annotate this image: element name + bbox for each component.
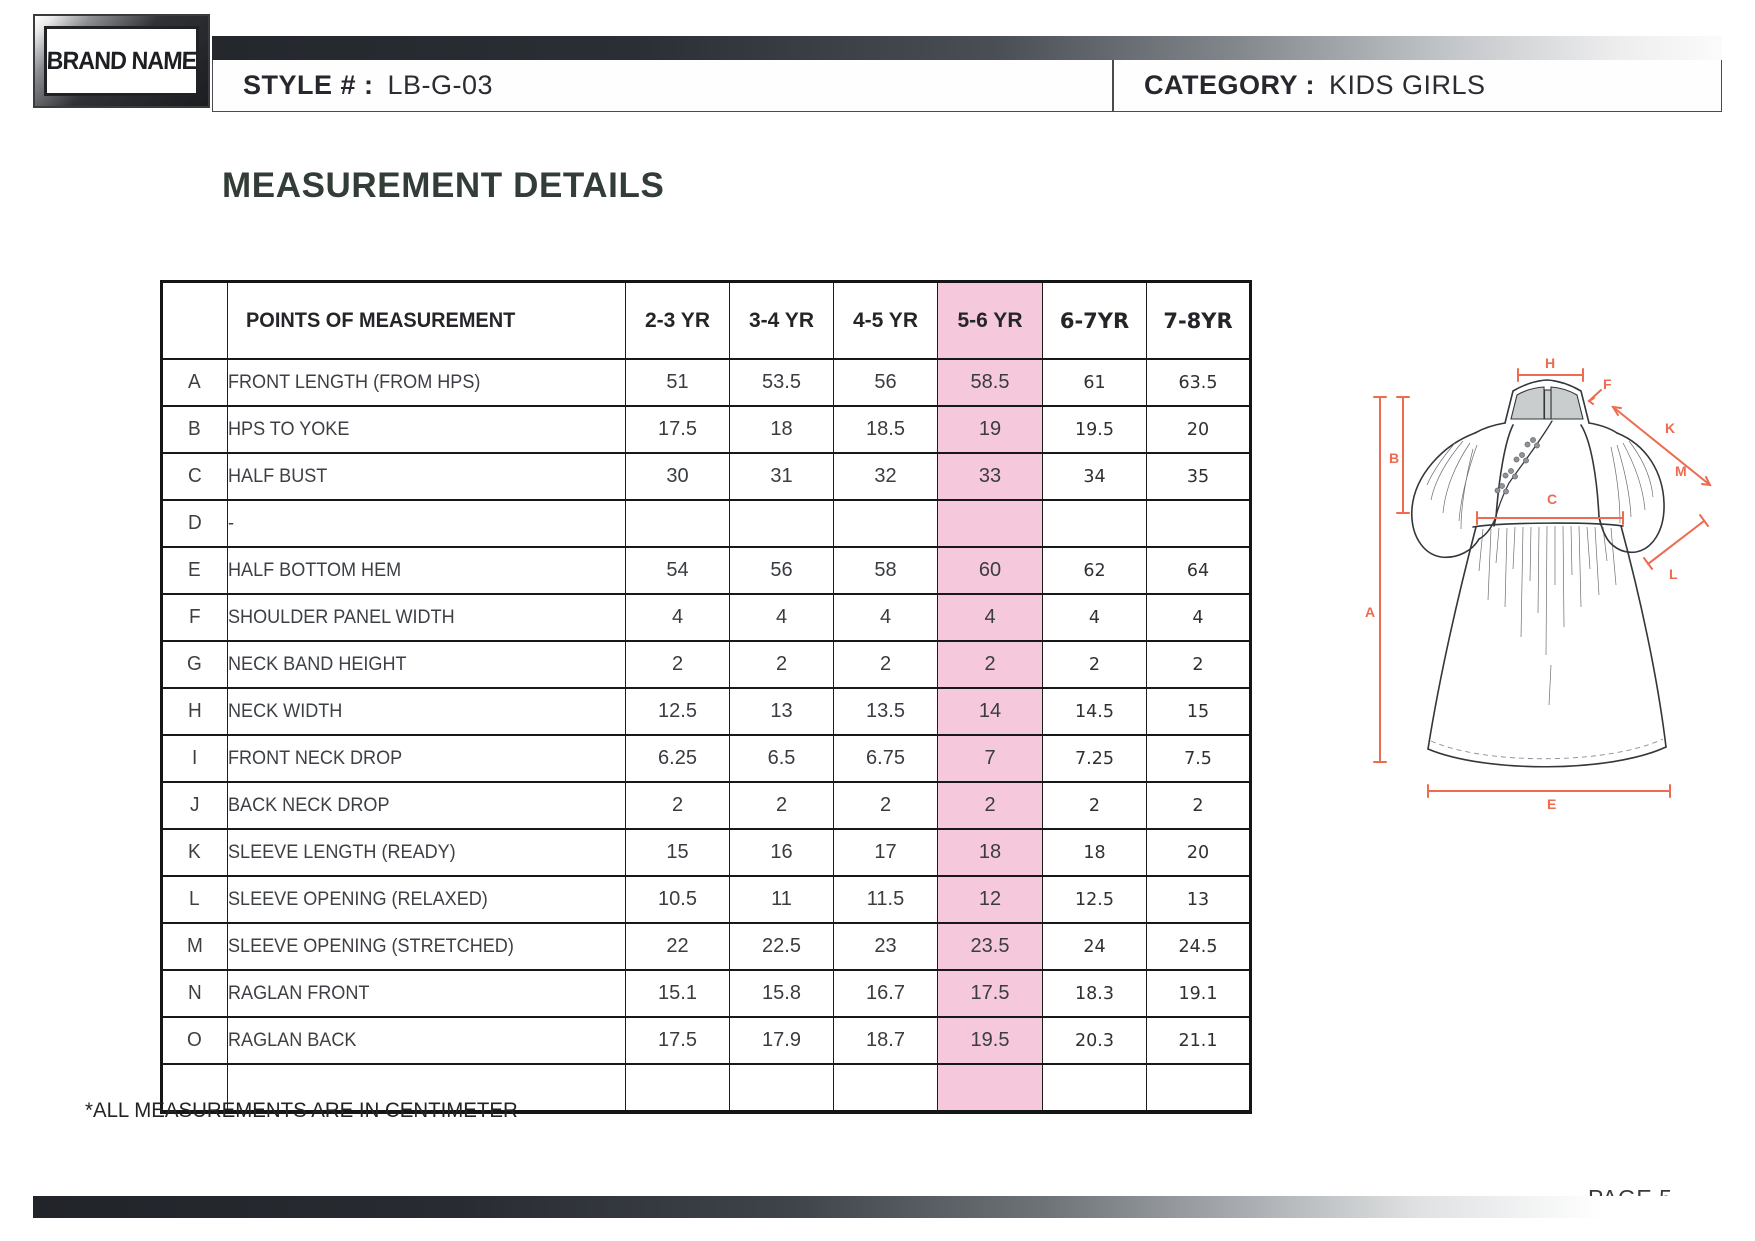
measurement-value-cell: 7.5: [1147, 735, 1251, 782]
measurement-value-cell: 15.8: [730, 970, 834, 1017]
dim-label-K: K: [1665, 420, 1676, 436]
measurement-value-cell: 18: [938, 829, 1043, 876]
measurement-value-cell: 35: [1147, 453, 1251, 500]
table-row: [162, 547, 1251, 594]
measurement-value-cell: 15.1: [626, 970, 730, 1017]
measurement-value-cell: 32: [834, 453, 938, 500]
measurement-value-cell: [1147, 1064, 1251, 1112]
style-label: STYLE # :: [243, 70, 374, 100]
measurement-value-cell: 2: [730, 782, 834, 829]
raglan-seam-right: [1581, 425, 1599, 517]
measurement-name-cell: -: [228, 500, 626, 547]
measurement-value-cell: 58.5: [938, 359, 1043, 406]
measurement-value-cell: 17.5: [938, 970, 1043, 1017]
puff-sleeve-right: [1605, 433, 1664, 552]
corner-cell: [162, 282, 228, 360]
measurement-value-cell: [1043, 1064, 1147, 1112]
units-footnote: *ALL MEASUREMENTS ARE IN CENTIMETER: [85, 1098, 518, 1122]
measurement-value-cell: 18: [730, 406, 834, 453]
row-letter-cell: F: [162, 594, 228, 641]
measurement-name-cell: SHOULDER PANEL WIDTH: [228, 594, 626, 641]
measurement-name-cell: RAGLAN BACK: [228, 1017, 626, 1064]
row-letter-cell: I: [162, 735, 228, 782]
measurement-value-cell: 24.5: [1147, 923, 1251, 970]
row-letter-cell: D: [162, 500, 228, 547]
measurement-value-cell: 2: [1043, 782, 1147, 829]
points-of-measurement-header: POINTS OF MEASUREMENT: [228, 282, 626, 360]
size-header-4-5yr: 4-5 YR: [834, 282, 938, 360]
measurement-value-cell: 64: [1147, 547, 1251, 594]
dim-arrow-F: [1589, 398, 1594, 404]
measurement-name-cell: BACK NECK DROP: [228, 782, 626, 829]
footer-gradient-bar: [33, 1196, 1722, 1218]
table-row: [162, 500, 1251, 547]
measurement-value-cell: 53.5: [730, 359, 834, 406]
measurement-value-cell: 23.5: [938, 923, 1043, 970]
measurement-name-cell: SLEEVE OPENING (RELAXED): [228, 876, 626, 923]
measurement-value-cell: 12.5: [626, 688, 730, 735]
measurement-value-cell: 6.75: [834, 735, 938, 782]
table-row: [162, 406, 1251, 453]
table-row: [162, 453, 1251, 500]
row-letter-cell: L: [162, 876, 228, 923]
measurement-value-cell: 2: [1043, 641, 1147, 688]
measurement-value-cell: 2: [834, 641, 938, 688]
table-row: [162, 970, 1251, 1017]
measurement-value-cell: 51: [626, 359, 730, 406]
measurement-value-cell: [1043, 500, 1147, 547]
style-value: LB-G-03: [387, 70, 494, 100]
measurement-value-cell: 18.3: [1043, 970, 1147, 1017]
measurement-value-cell: 16.7: [834, 970, 938, 1017]
measurement-name-cell: NECK BAND HEIGHT: [228, 641, 626, 688]
measurement-value-cell: 15: [1147, 688, 1251, 735]
measurement-value-cell: 34: [1043, 453, 1147, 500]
collar-center-tab: [1545, 390, 1552, 419]
row-letter-cell: O: [162, 1017, 228, 1064]
measurement-value-cell: 24: [1043, 923, 1147, 970]
measurement-value-cell: 17.9: [730, 1017, 834, 1064]
measurement-name-cell: NECK WIDTH: [228, 688, 626, 735]
measurement-value-cell: 2: [1147, 641, 1251, 688]
measurement-value-cell: 2: [938, 782, 1043, 829]
sleeve-gathers-left: [1427, 441, 1477, 529]
measurement-value-cell: 58: [834, 547, 938, 594]
measurement-value-cell: 18.5: [834, 406, 938, 453]
measurement-value-cell: 2: [938, 641, 1043, 688]
table-row: [162, 594, 1251, 641]
measurement-value-cell: 20: [1147, 406, 1251, 453]
measurement-value-cell: 31: [730, 453, 834, 500]
row-letter-cell: A: [162, 359, 228, 406]
measurement-value-cell: 22.5: [730, 923, 834, 970]
category-value: KIDS GIRLS: [1329, 70, 1486, 100]
brand-name-text: BRAND NAME: [46, 46, 197, 75]
row-letter-cell: N: [162, 970, 228, 1017]
hem-stitch-line: [1431, 739, 1663, 759]
measurement-value-cell: [626, 1064, 730, 1112]
puff-sleeve-left: [1412, 433, 1479, 557]
dress-technical-sketch: [1355, 345, 1755, 825]
measurement-value-cell: 61: [1043, 359, 1147, 406]
measurement-name-cell: FRONT LENGTH (FROM HPS): [228, 359, 626, 406]
measurement-value-cell: 13: [730, 688, 834, 735]
row-letter-cell: H: [162, 688, 228, 735]
measurement-value-cell: [730, 500, 834, 547]
dim-line-K: [1613, 407, 1710, 485]
collar-inside-left: [1511, 387, 1544, 419]
measurement-value-cell: 2: [1147, 782, 1251, 829]
measurement-value-cell: 4: [834, 594, 938, 641]
table-row: [162, 359, 1251, 406]
measurement-value-cell: 56: [834, 359, 938, 406]
measurement-value-cell: 19.5: [1043, 406, 1147, 453]
measurement-name-cell: SLEEVE LENGTH (READY): [228, 829, 626, 876]
measurement-value-cell: 7: [938, 735, 1043, 782]
measurement-value-cell: 30: [626, 453, 730, 500]
measurement-value-cell: 2: [626, 782, 730, 829]
dim-label-E: E: [1547, 796, 1557, 812]
measurement-name-cell: SLEEVE OPENING (STRETCHED): [228, 923, 626, 970]
table-row: [162, 923, 1251, 970]
size-header-2-3yr: 2-3 YR: [626, 282, 730, 360]
table-row: [162, 1017, 1251, 1064]
measurement-value-cell: 21.1: [1147, 1017, 1251, 1064]
measurement-value-cell: 2: [730, 641, 834, 688]
measurement-value-cell: 20.3: [1043, 1017, 1147, 1064]
measurement-value-cell: 12: [938, 876, 1043, 923]
measurement-value-cell: [626, 500, 730, 547]
underarm-right: [1599, 517, 1605, 535]
size-header-6-7yr: 6-7YR: [1043, 282, 1147, 360]
table-header-row: [162, 282, 1251, 360]
measurement-name-cell: HPS TO YOKE: [228, 406, 626, 453]
measurement-value-cell: 18.7: [834, 1017, 938, 1064]
dim-label-A: A: [1365, 604, 1376, 620]
table-row: [162, 641, 1251, 688]
measurement-table-body: [162, 359, 1251, 1112]
measurement-value-cell: 7.25: [1043, 735, 1147, 782]
measurement-value-cell: 13.5: [834, 688, 938, 735]
page-title: MEASUREMENT DETAILS: [222, 166, 665, 205]
table-row: [162, 829, 1251, 876]
underarm-left: [1479, 517, 1496, 539]
dim-label-L: L: [1669, 566, 1678, 582]
measurement-value-cell: 2: [834, 782, 938, 829]
shoulder-panel-right: [1589, 423, 1617, 433]
measurement-value-cell: 22: [626, 923, 730, 970]
measurement-name-cell: FRONT NECK DROP: [228, 735, 626, 782]
measurement-value-cell: 11: [730, 876, 834, 923]
dim-line-L: [1648, 521, 1704, 564]
measurement-value-cell: [938, 1064, 1043, 1112]
row-letter-cell: E: [162, 547, 228, 594]
size-header-5-6yr-highlighted: 5-6 YR: [938, 282, 1043, 360]
dim-label-C: C: [1547, 491, 1558, 507]
measurement-value-cell: 4: [1043, 594, 1147, 641]
measurement-value-cell: 4: [938, 594, 1043, 641]
measurement-value-cell: 13: [1147, 876, 1251, 923]
shoulder-panel-left: [1475, 423, 1505, 433]
measurement-value-cell: 23: [834, 923, 938, 970]
measurement-value-cell: [834, 500, 938, 547]
measurement-value-cell: [938, 500, 1043, 547]
measurement-value-cell: 62: [1043, 547, 1147, 594]
skirt-right-edge: [1621, 526, 1666, 747]
row-letter-cell: G: [162, 641, 228, 688]
measurement-value-cell: 4: [626, 594, 730, 641]
brand-logo: [33, 14, 210, 108]
dim-label-F: F: [1603, 376, 1612, 392]
measurement-value-cell: 54: [626, 547, 730, 594]
measurement-value-cell: 56: [730, 547, 834, 594]
category-box: [1113, 60, 1722, 112]
measurement-value-cell: 19.1: [1147, 970, 1251, 1017]
brand-logo-inner: [44, 26, 199, 96]
measurement-value-cell: 6.25: [626, 735, 730, 782]
dim-label-B: B: [1389, 450, 1400, 466]
table-row: [162, 782, 1251, 829]
table-row: [162, 688, 1251, 735]
measurement-value-cell: [1147, 500, 1251, 547]
measurement-value-cell: 60: [938, 547, 1043, 594]
size-header-3-4yr: 3-4 YR: [730, 282, 834, 360]
measurement-value-cell: 2: [626, 641, 730, 688]
category-label: CATEGORY :: [1144, 70, 1316, 100]
measurement-value-cell: 17: [834, 829, 938, 876]
dim-label-H: H: [1545, 355, 1556, 371]
measurement-value-cell: 4: [730, 594, 834, 641]
measurement-value-cell: 17.5: [626, 406, 730, 453]
measurement-value-cell: [730, 1064, 834, 1112]
measurement-value-cell: 33: [938, 453, 1043, 500]
measurement-value-cell: 11.5: [834, 876, 938, 923]
measurement-value-cell: 19: [938, 406, 1043, 453]
dim-label-M: M: [1675, 463, 1687, 479]
measurement-value-cell: [834, 1064, 938, 1112]
measurement-table: [160, 280, 1252, 1114]
style-number-box: [212, 60, 1113, 112]
collar-inside-right: [1551, 387, 1583, 419]
measurement-value-cell: 12.5: [1043, 876, 1147, 923]
measurement-name-cell: HALF BOTTOM HEM: [228, 547, 626, 594]
table-row: [162, 876, 1251, 923]
measurement-name-cell: RAGLAN FRONT: [228, 970, 626, 1017]
row-letter-cell: C: [162, 453, 228, 500]
size-header-7-8yr: 7-8YR: [1147, 282, 1251, 360]
dimension-lines: [1365, 355, 1710, 812]
measurement-value-cell: 16: [730, 829, 834, 876]
measurement-value-cell: 6.5: [730, 735, 834, 782]
sleeve-gathers-right: [1611, 441, 1653, 523]
measurement-value-cell: 15: [626, 829, 730, 876]
row-letter-cell: K: [162, 829, 228, 876]
measurement-name-cell: HALF BUST: [228, 453, 626, 500]
row-letter-cell: B: [162, 406, 228, 453]
row-letter-cell: J: [162, 782, 228, 829]
table-row: [162, 735, 1251, 782]
skirt-left-edge: [1428, 527, 1476, 749]
asymmetric-closure-seam: [1496, 421, 1552, 516]
skirt-gathers: [1479, 526, 1616, 705]
measurement-value-cell: 17.5: [626, 1017, 730, 1064]
measurement-value-cell: 14.5: [1043, 688, 1147, 735]
measurement-value-cell: 10.5: [626, 876, 730, 923]
measurement-value-cell: 14: [938, 688, 1043, 735]
measurement-value-cell: 63.5: [1147, 359, 1251, 406]
measurement-value-cell: 20: [1147, 829, 1251, 876]
row-letter-cell: M: [162, 923, 228, 970]
header-gradient-bar: [212, 36, 1722, 60]
measurement-value-cell: 19.5: [938, 1017, 1043, 1064]
measurement-value-cell: 18: [1043, 829, 1147, 876]
measurement-value-cell: 4: [1147, 594, 1251, 641]
